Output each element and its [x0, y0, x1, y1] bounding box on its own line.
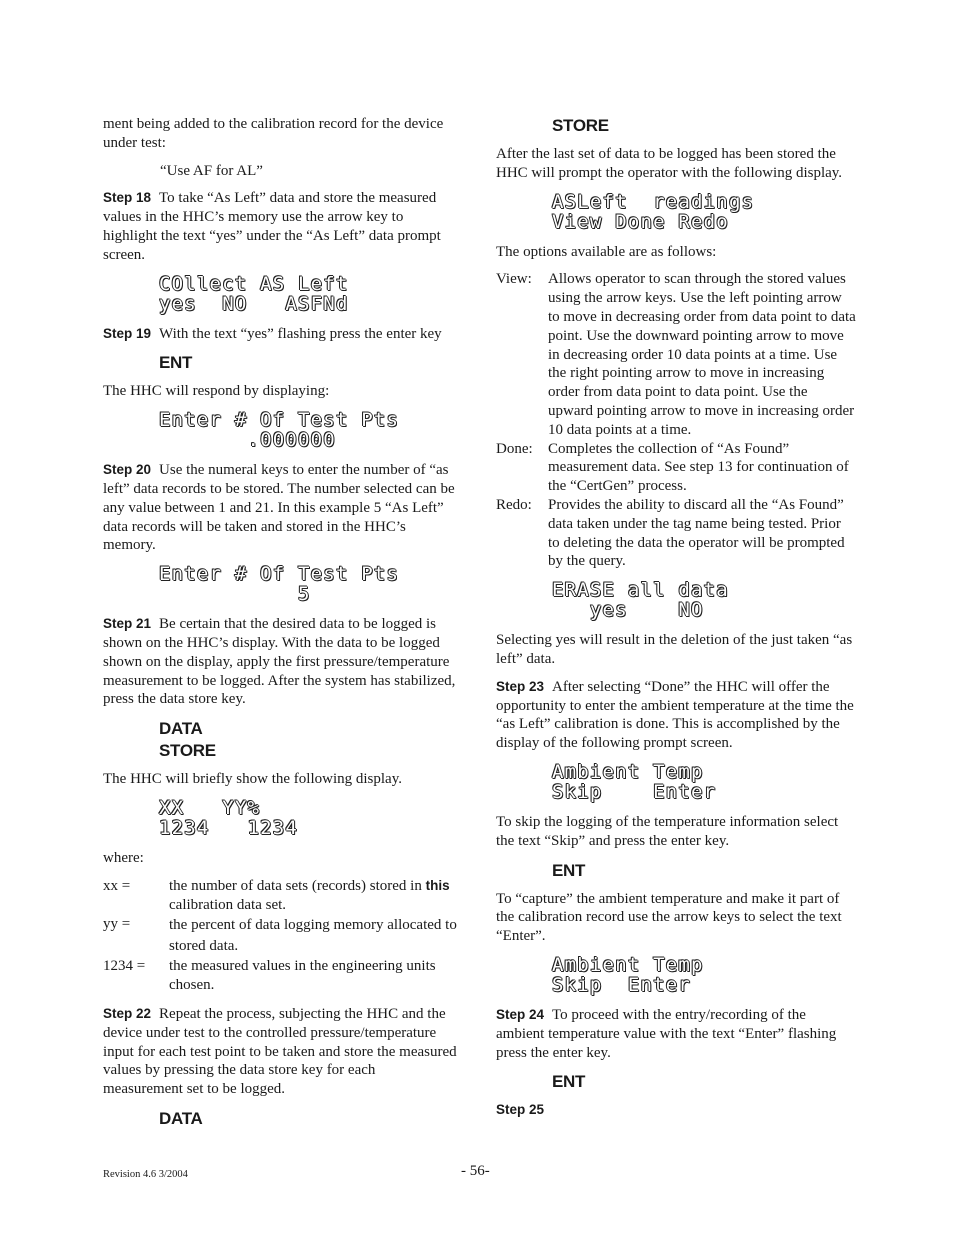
- definition-row: [103, 915, 459, 957]
- lcd-line: .000000: [159, 429, 336, 452]
- lcd-line: 1234 1234: [159, 816, 299, 839]
- where-label: where:: [103, 849, 144, 866]
- step-22: [103, 1005, 459, 1099]
- step-21: [103, 615, 459, 709]
- step-25: [496, 1101, 856, 1120]
- step-19: [103, 325, 459, 344]
- step-20-text: Use the numeral keys to enter the number of “as left” data records to be stored. The number selected can be any value between 1 and 21. In this example 5 “As Left” data records will be taken and stored in the HHC’s memory.: [103, 462, 455, 554]
- option-desc: Completes the collection of “As Found” measurement data. See step 13 for continuation of the “CertGen” process.: [548, 440, 849, 495]
- after-last-text: After the last set of data to be logged has been stored the HHC will prompt the operator with the following display.: [496, 146, 843, 181]
- desc-text: the number of data sets (records) stored in: [169, 877, 426, 894]
- footer-revision: Revision 4.6 3/2004: [103, 1169, 188, 1180]
- lcd-display-ambient-temp-2: [552, 955, 856, 995]
- key-data: DATA: [159, 719, 203, 739]
- lcd-line: Skip Enter: [552, 780, 717, 803]
- key-ent-2: ENT: [552, 860, 586, 880]
- step-21-text: Be certain that the desired data to be logged is shown on the HHC’s display. With the data to be logged shown on the display, apply the first pressure/temperature measurement to be logged. After the system has stabilized, press the data store key.: [103, 616, 456, 708]
- lcd-line: 5: [159, 583, 311, 606]
- option-desc: Allows operator to scan through the stored values using the arrow keys. Use the left pointing arrow to move in decreasing order from data point to data point. Use the downward pointing arrow to move in decreasing order 10 data points at a time. Use the right pointing arrow to move in increasing order from data point to data point. Use the upward pointing arrow to move in increasing order 10 data points at a time.: [548, 271, 856, 438]
- definition-term: yy =: [103, 916, 131, 933]
- footer-page-number: - 56-: [461, 1163, 490, 1179]
- step-20: [103, 461, 459, 555]
- key-store-2: STORE: [552, 116, 609, 135]
- lcd-line: yes NO ASFNd: [159, 292, 349, 315]
- lcd-line: Skip Enter: [552, 973, 692, 996]
- definition-list: [103, 877, 459, 995]
- desc-text: calibration data set.: [169, 896, 287, 913]
- step-25-label: Step 25: [496, 1102, 545, 1118]
- key-data-2: DATA: [159, 1108, 203, 1128]
- lcd-line: ERASE all data: [552, 579, 729, 602]
- right-column: [496, 115, 856, 1129]
- definition-desc: the measured values in the engineering units chosen.: [169, 958, 436, 994]
- options-text: The options available are as follows:: [496, 243, 717, 260]
- lcd-line: Ambient Temp: [552, 953, 704, 976]
- step-24-label: Step 24: [496, 1006, 545, 1022]
- lcd-line: COllect AS Left: [159, 272, 349, 295]
- definition-desc: [169, 877, 459, 915]
- lcd-line: ASLeft readings: [552, 190, 755, 213]
- quote-use-af: “Use AF for AL”: [160, 162, 263, 179]
- lcd-line: Ambient Temp: [552, 760, 704, 783]
- definition-term: 1234 =: [103, 958, 146, 975]
- lcd-line: View Done Redo: [552, 210, 729, 233]
- lcd-display-enter-test-pts-5: [159, 564, 459, 604]
- paragraph-continuation: ment being added to the calibration record for the device under test:: [103, 116, 444, 151]
- key-data-store: [159, 718, 459, 762]
- left-column: [103, 115, 459, 1138]
- option-row: [496, 270, 856, 439]
- lcd-line: Enter # Of Test Pts: [159, 563, 400, 586]
- skip-text: To skip the logging of the temperature information select the text “Skip” and press the enter key.: [496, 813, 839, 849]
- lcd-display-collect-as-left: [159, 274, 459, 314]
- step-24-text: To proceed with the entry/recording of the ambient temperature value with the text “Enter” flashing press the enter key.: [496, 1006, 837, 1061]
- options-list: [496, 270, 856, 571]
- definition-desc: the percent of data logging memory allocated to stored data.: [169, 917, 457, 955]
- briefly-text: The HHC will briefly show the following display.: [103, 771, 402, 788]
- lcd-line: yes NO: [552, 599, 704, 622]
- lcd-line: XX YY%: [159, 796, 261, 819]
- desc-bold: this: [425, 877, 450, 893]
- step-19-label: Step 19: [103, 325, 152, 341]
- lcd-display-xx-yy: [159, 798, 459, 838]
- step-23-text: After selecting “Done” the HHC will offer the opportunity to enter the ambient temperature at the time the “as Left” calibration is done. This is accomplished by the display of the following prompt screen.: [496, 678, 854, 752]
- step-18-text: To take “As Left” data and store the measured values in the HHC’s memory use the arrow key to highlight the text “yes” under the “As Left” data prompt screen.: [103, 190, 441, 263]
- lcd-display-asleft-readings: [552, 192, 856, 232]
- respond-text: The HHC will respond by displaying:: [103, 383, 330, 400]
- key-store: STORE: [159, 741, 216, 761]
- lcd-line: Enter # Of Test Pts: [159, 409, 400, 432]
- lcd-display-enter-test-pts: [159, 410, 459, 450]
- step-22-text: Repeat the process, subjecting the HHC and the device under test to the controlled pressure/temperature input for each test point to be taken and store the measured values by pressing the data store key for each measurement set to be logged.: [103, 1005, 457, 1098]
- key-ent-3: ENT: [552, 1072, 586, 1092]
- definition-row: [103, 957, 459, 995]
- option-term: Done:: [496, 440, 533, 457]
- step-23-label: Step 23: [496, 678, 545, 694]
- step-23: [496, 678, 856, 753]
- step-20-label: Step 20: [103, 462, 152, 478]
- key-ent: ENT: [159, 353, 193, 373]
- step-21-label: Step 21: [103, 616, 152, 632]
- option-term: View:: [496, 271, 532, 288]
- option-term: Redo:: [496, 496, 532, 513]
- step-18-label: Step 18: [103, 190, 152, 206]
- step-19-text: With the text “yes” flashing press the enter key: [159, 325, 442, 342]
- step-22-label: Step 22: [103, 1005, 152, 1021]
- definition-row: [103, 877, 459, 915]
- option-row: [496, 496, 856, 571]
- definition-term: xx =: [103, 877, 131, 894]
- selecting-text: Selecting yes will result in the deletion of the just taken “as left” data.: [496, 632, 853, 667]
- lcd-display-ambient-temp: [552, 762, 856, 802]
- step-18: [103, 189, 459, 264]
- capture-text: To “capture” the ambient temperature and make it part of the calibration record use the arrow keys to select the text “Enter”.: [496, 890, 842, 945]
- option-row: [496, 440, 856, 496]
- option-desc: Provides the ability to discard all the “As Found” data taken under the tag name being tested. Prior to deleting the data the operator will be prompted by the query.: [548, 496, 845, 570]
- step-24: [496, 1006, 856, 1062]
- lcd-display-erase-all-data: [552, 580, 856, 620]
